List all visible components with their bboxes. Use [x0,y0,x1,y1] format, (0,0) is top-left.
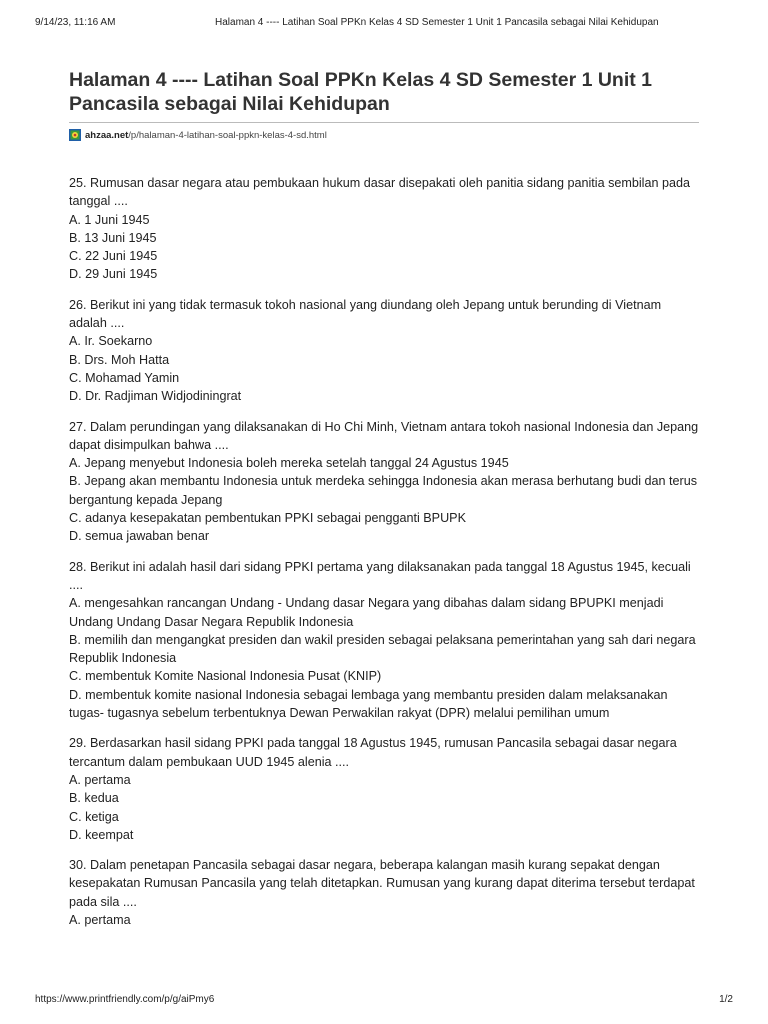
question-item [69,296,701,406]
answer-option: D. Dr. Radjiman Widjodiningrat [69,389,242,404]
print-header [35,17,733,31]
answer-option: C. Mohamad Yamin [69,370,180,385]
answer-option: C. adanya kesepakatan pembentukan PPKI sebagai pengganti BPUPK [69,511,466,526]
answer-option: C. membentuk Komite Nasional Indonesia Pusat (KNIP) [69,669,382,684]
answer-option: A. 1 Juni 1945 [69,212,150,227]
question-text: 30. Dalam penetapan Pancasila sebagai dasar negara, beberapa kalangan masih kurang sepakat dengan kesepakatan Rumusan Pancasila yang telah ditetapkan. Rumusan yang kurang dapat diterima tersebut terdapat pada sila .... [69,858,695,909]
question-item [69,856,701,929]
page-number: 1/2 [719,994,733,1005]
answer-option: C. ketiga [69,809,119,824]
question-text: 29. Berdasarkan hasil sidang PPKI pada tanggal 18 Agustus 1945, rumusan Pancasila sebagai dasar negara tercantum dalam pembukaan UUD 1945 alenia .... [69,736,677,769]
site-favicon-icon [69,129,81,141]
answer-option: A. mengesahkan rancangan Undang - Undang dasar Negara yang dibahas dalam sidang BPUPKI menjadi Undang Undang Dasar Negara Republik Indonesia [69,596,664,629]
answer-option: D. keempat [69,827,134,842]
question-list [69,174,701,929]
title-divider [69,122,699,123]
answer-option: B. 13 Juni 1945 [69,230,157,245]
page-title: Halaman 4 ---- Latihan Soal PPKn Kelas 4 SD Semester 1 Unit 1 Pancasila sebagai Nilai Kehidupan [69,69,653,115]
question-text: 28. Berikut ini adalah hasil dari sidang PPKI pertama yang dilaksanakan pada tanggal 18 Agustus 1945, kecuali .... [69,559,691,592]
answer-option: B. memilih dan mengangkat presiden dan wakil presiden sebagai pelaksana pemerintahan yang sah dari negara Republik Indonesia [69,632,696,666]
answer-option: D. 29 Juni 1945 [69,267,158,282]
answer-option: A. pertama [69,772,131,787]
question-text: 26. Berikut ini yang tidak termasuk tokoh nasional yang diundang oleh Jepang untuk berunding di Vietnam adalah .... [69,297,662,331]
print-datetime: 9/14/23, 11:16 AM [35,17,116,28]
print-source-url: https://www.printfriendly.com/p/g/aiPmy6 [35,994,215,1005]
question-text: 27. Dalam perundingan yang dilaksanakan di Ho Chi Minh, Vietnam antara tokoh nasional Indonesia dan Jepang dapat disimpulkan bahwa .... [69,419,699,452]
answer-option: D. semua jawaban benar [69,529,210,544]
source-link[interactable] [69,128,701,142]
answer-option: B. Jepang akan membantu Indonesia untuk merdeka sehingga Indonesia akan merasa berhutang budi dan terus bergantung kepada Jepang [69,474,698,507]
source-path[interactable]: /p/halaman-4-latihan-soal-ppkn-kelas-4-sd.html [128,129,327,141]
question-item [69,418,701,546]
question-item [69,558,701,723]
print-footer [35,994,733,1008]
answer-option: A. Jepang menyebut Indonesia boleh mereka setelah tanggal 24 Agustus 1945 [69,456,509,471]
question-item [69,734,701,844]
answer-option: A. Ir. Soekarno [69,334,153,349]
article [69,68,701,941]
answer-option: B. kedua [69,791,119,806]
answer-option: D. membentuk komite nasional Indonesia sebagai lembaga yang membantu presiden dalam melaksanakan tugas- tugasnya sebelum terbentuknya Dewan Perwakilan rakyat (DPR) melalui pemilihan umum [69,687,668,721]
answer-option: A. pertama [69,912,131,927]
question-text: 25. Rumusan dasar negara atau pembukaan hukum dasar disepakati oleh panitia sidang panitia sembilan pada tanggal .... [69,176,691,209]
answer-option: B. Drs. Moh Hatta [69,352,170,367]
answer-option: C. 22 Juni 1945 [69,249,158,264]
question-item [69,174,701,284]
source-domain[interactable]: ahzaa.net [85,129,129,141]
print-doc-title: Halaman 4 ---- Latihan Soal PPKn Kelas 4 SD Semester 1 Unit 1 Pancasila sebagai Nilai Kehidupan [215,17,659,28]
